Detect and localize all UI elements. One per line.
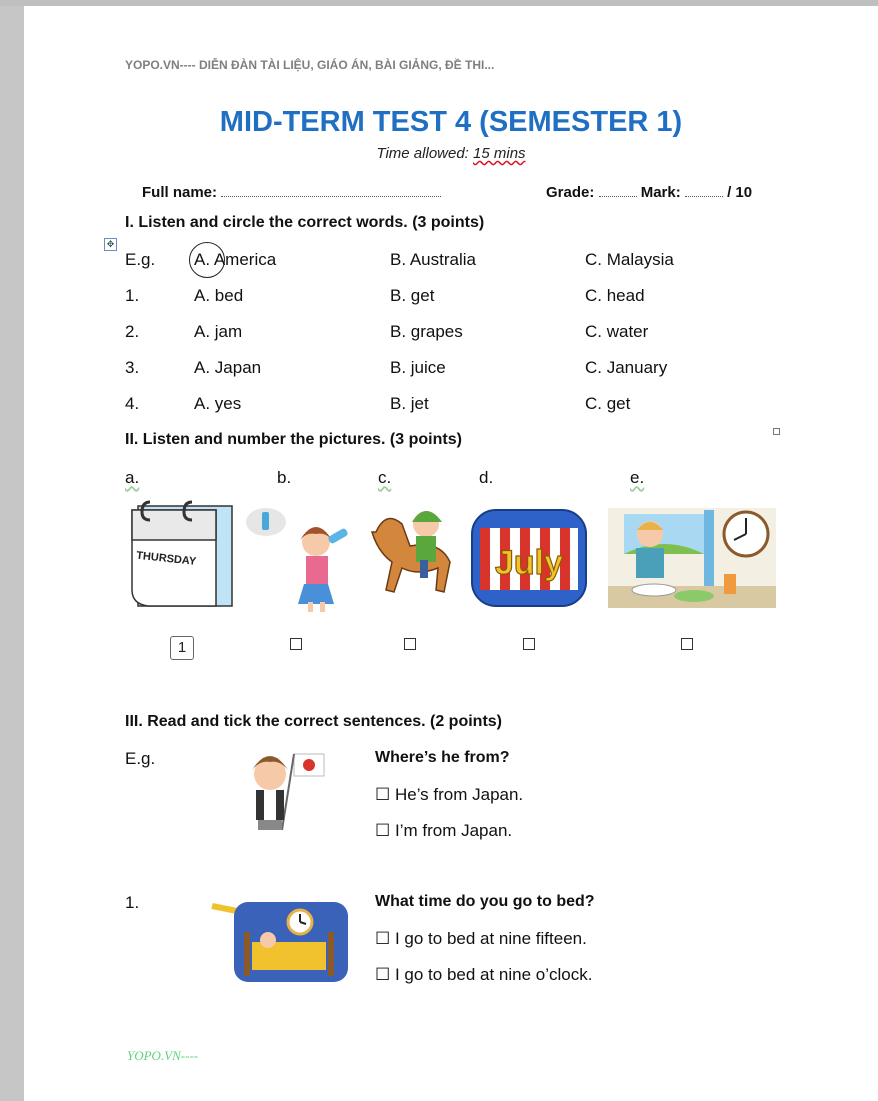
bedtime-picture xyxy=(208,892,354,986)
item-1-question: What time do you go to bed? xyxy=(375,893,595,910)
thirsty-girl-picture xyxy=(244,502,364,614)
banner-text: July xyxy=(494,544,564,582)
breakfast-picture xyxy=(604,504,780,612)
section-1-title: I. Listen and circle the correct words. (3 points) xyxy=(125,214,485,231)
header-text: YOPO.VN---- DIỄN ĐÀN TÀI LIỆU, GIÁO ÁN, BÀI GIẢNG, ĐỀ THI... xyxy=(125,58,495,72)
question-number: 1. xyxy=(125,286,140,305)
answer-box-example[interactable]: 1 xyxy=(170,636,194,660)
july-banner-picture xyxy=(470,508,588,608)
calendar-day-text: THURSDAY xyxy=(135,549,197,568)
table-move-handle-icon[interactable]: ✥ xyxy=(104,238,117,251)
pic-letter-d: d. xyxy=(479,468,494,487)
document-page xyxy=(24,6,878,1101)
full-name-blank[interactable] xyxy=(221,186,441,197)
answer-box-e[interactable] xyxy=(681,638,693,650)
time-allowed-value: 15 mins xyxy=(473,145,526,162)
mark-label: Mark: xyxy=(640,184,681,201)
answer-option-c[interactable]: C. water xyxy=(585,322,649,341)
answer-option-b[interactable]: B. Australia xyxy=(390,250,476,269)
answer-option-a[interactable]: A. jam xyxy=(194,322,243,341)
grade-blank[interactable] xyxy=(599,186,637,197)
full-name-label: Full name: xyxy=(142,184,218,201)
mark-blank[interactable] xyxy=(685,186,723,197)
pic-letter-a: a. xyxy=(125,468,140,487)
answer-option-c[interactable]: C. get xyxy=(585,394,631,413)
pic-letter-b: b. xyxy=(277,468,292,487)
answer-box-d[interactable] xyxy=(523,638,535,650)
time-allowed-label: Time allowed: xyxy=(376,145,469,162)
answer-option-b[interactable]: B. get xyxy=(390,286,435,305)
item-eg-option-2[interactable]: ☐ I’m from Japan. xyxy=(375,821,513,840)
answer-option-a[interactable]: A. Japan xyxy=(194,358,262,377)
answer-option-a[interactable]: A. yes xyxy=(194,394,242,413)
question-number: E.g. xyxy=(125,250,156,269)
item-eg-option-1[interactable]: ☐ He’s from Japan. xyxy=(375,785,524,804)
answer-option-b[interactable]: B. juice xyxy=(390,358,446,377)
question-number: 4. xyxy=(125,394,140,413)
item-eg-number: E.g. xyxy=(125,749,156,768)
page-title: MID-TERM TEST 4 (SEMESTER 1) xyxy=(219,106,683,138)
calendar-picture xyxy=(128,500,234,612)
item-1-option-1[interactable]: ☐ I go to bed at nine fifteen. xyxy=(375,929,587,948)
section-3-title: III. Read and tick the correct sentences. (2 points) xyxy=(125,713,502,730)
anchor-marker xyxy=(773,428,780,435)
answer-box-b[interactable] xyxy=(290,638,302,650)
answer-option-c[interactable]: C. head xyxy=(585,286,645,305)
answer-option-a[interactable]: A. America xyxy=(194,250,277,269)
horse-rider-picture xyxy=(362,502,462,614)
full-name-field[interactable] xyxy=(142,184,441,201)
pic-letter-e: e. xyxy=(630,468,645,487)
time-allowed xyxy=(24,145,878,162)
answer-option-b[interactable]: B. jet xyxy=(390,394,429,413)
answer-option-c[interactable]: C. Malaysia xyxy=(585,250,674,269)
answer-option-b[interactable]: B. grapes xyxy=(390,322,463,341)
item-eg-question: Where’s he from? xyxy=(375,749,510,766)
grade-mark-field[interactable] xyxy=(546,184,752,201)
mark-total: / 10 xyxy=(727,184,753,201)
item-1-option-2[interactable]: ☐ I go to bed at nine o’clock. xyxy=(375,965,593,984)
grade-label: Grade: xyxy=(546,184,595,201)
answer-box-c[interactable] xyxy=(404,638,416,650)
pic-letter-c: c. xyxy=(378,468,392,487)
section-2-title: II. Listen and number the pictures. (3 points) xyxy=(125,431,462,448)
question-number: 3. xyxy=(125,358,140,377)
footer-text: YOPO.VN---- xyxy=(127,1048,199,1063)
answer-option-a[interactable]: A. bed xyxy=(194,286,244,305)
answer-option-c[interactable]: C. January xyxy=(585,358,668,377)
question-number: 2. xyxy=(125,322,140,341)
japanese-boy-picture xyxy=(242,748,326,834)
item-1-number: 1. xyxy=(125,893,140,912)
